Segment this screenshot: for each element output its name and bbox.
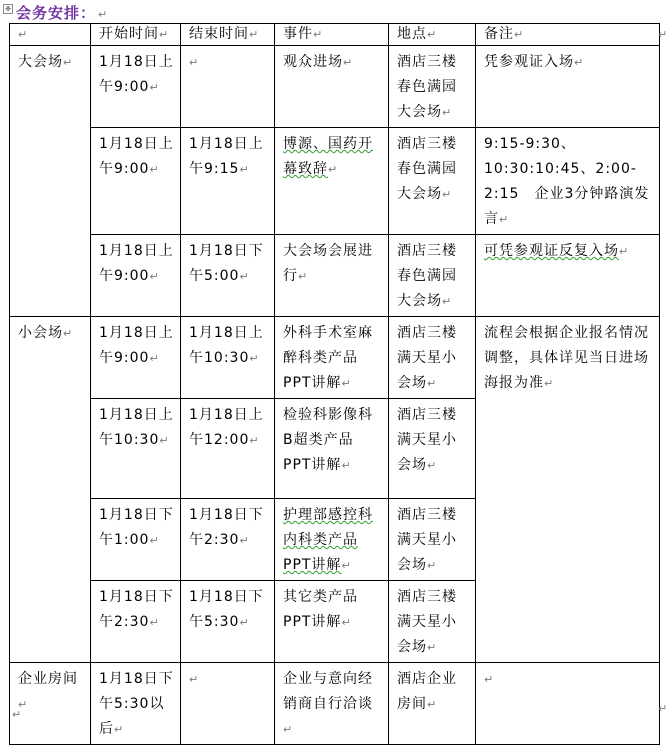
header-cell-location: 地点↵ [389,24,476,46]
location-cell: 酒店三楼春色满园大会场↵ [389,235,476,317]
section-heading-text: 会务安排： [16,4,97,22]
header-cell-note: 备注↵ [476,24,660,46]
table-row [10,663,660,745]
start-time-cell: 1月18日下午2:30↵ [91,581,181,663]
location-cell: 酒店三楼满天星小会场↵ [389,581,476,663]
end-time-cell: 1月18日上午9:15↵ [181,128,275,235]
venue-cell-small: 小会场↵ [10,317,91,663]
location-cell: 酒店三楼满天星小会场↵ [389,499,476,581]
end-time-cell: 1月18日上午10:30↵ [181,317,275,399]
paragraph-mark: ↵ [98,8,109,21]
header-cell-end: 结束时间↵ [181,24,275,46]
start-time-cell: 1月18日上午9:00↵ [91,235,181,317]
row-end-mark: ↵ [658,702,668,715]
end-time-cell: ↵ [181,663,275,745]
venue-cell-main: 大会场↵ [10,46,91,317]
start-time-cell: 1月18日上午9:00↵ [91,128,181,235]
start-time-cell: 1月18日下午1:00↵ [91,499,181,581]
header-cell-start: 开始时间↵ [91,24,181,46]
start-time-cell: 1月18日下午5:30以后↵ [91,663,181,745]
end-time-cell: 1月18日下午5:00↵ [181,235,275,317]
location-cell: 酒店三楼春色满园大会场↵ [389,128,476,235]
end-time-cell: 1月18日下午5:30↵ [181,581,275,663]
note-cell: 可凭参观证反复入场↵ [476,235,660,317]
start-time-cell: 1月18日上午9:00↵ [91,317,181,399]
header-cell-event: 事件↵ [275,24,389,46]
event-cell: 其它类产品PPT讲解↵ [275,581,389,663]
location-cell: 酒店三楼春色满园大会场↵ [389,46,476,128]
note-cell: ↵ [476,663,660,745]
note-cell: 凭参观证入场↵ [476,46,660,128]
schedule-table [9,23,660,745]
location-cell: 酒店三楼满天星小会场↵ [389,399,476,499]
end-time-cell: 1月18日上午12:00↵ [181,399,275,499]
event-cell: 企业与意向经销商自行洽谈↵ [275,663,389,745]
table-row [10,46,660,128]
location-cell: 酒店三楼满天星小会场↵ [389,317,476,399]
table-header-row [10,24,660,46]
location-cell: 酒店企业房间↵ [389,663,476,745]
event-cell: 大会场会展进行↵ [275,235,389,317]
end-time-cell: 1月18日下午2:30↵ [181,499,275,581]
event-cell: 观众进场↵ [275,46,389,128]
event-cell: 护理部感控科内科类产品PPT讲解↵ [275,499,389,581]
table-row [10,128,660,235]
table-row [10,235,660,317]
end-time-cell: ↵ [181,46,275,128]
table-row [10,317,660,399]
paragraph-mark-after-table: ↵ [12,708,22,721]
note-cell: 9:15-9:30、10:30:10:45、2:00-2:15 企业3分钟路演发言↵ [476,128,660,235]
note-cell-small-venue: 流程会根据企业报名情况调整，具体详见当日进场海报为准↵ [476,317,660,663]
header-cell-venue: ↵ [10,24,91,46]
table-anchor-icon[interactable]: ✥ [3,4,13,14]
event-cell: 检验科影像科B超类产品PPT讲解↵ [275,399,389,499]
start-time-cell: 1月18日上午9:00↵ [91,46,181,128]
start-time-cell: 1月18日上午10:30↵ [91,399,181,499]
event-cell: 博源、国药开幕致辞↵ [275,128,389,235]
event-cell: 外科手术室麻醉科类产品PPT讲解↵ [275,317,389,399]
section-heading [16,2,108,23]
row-end-mark: ↵ [658,28,668,41]
venue-cell-enterprise: 企业房间↵ [10,663,91,745]
